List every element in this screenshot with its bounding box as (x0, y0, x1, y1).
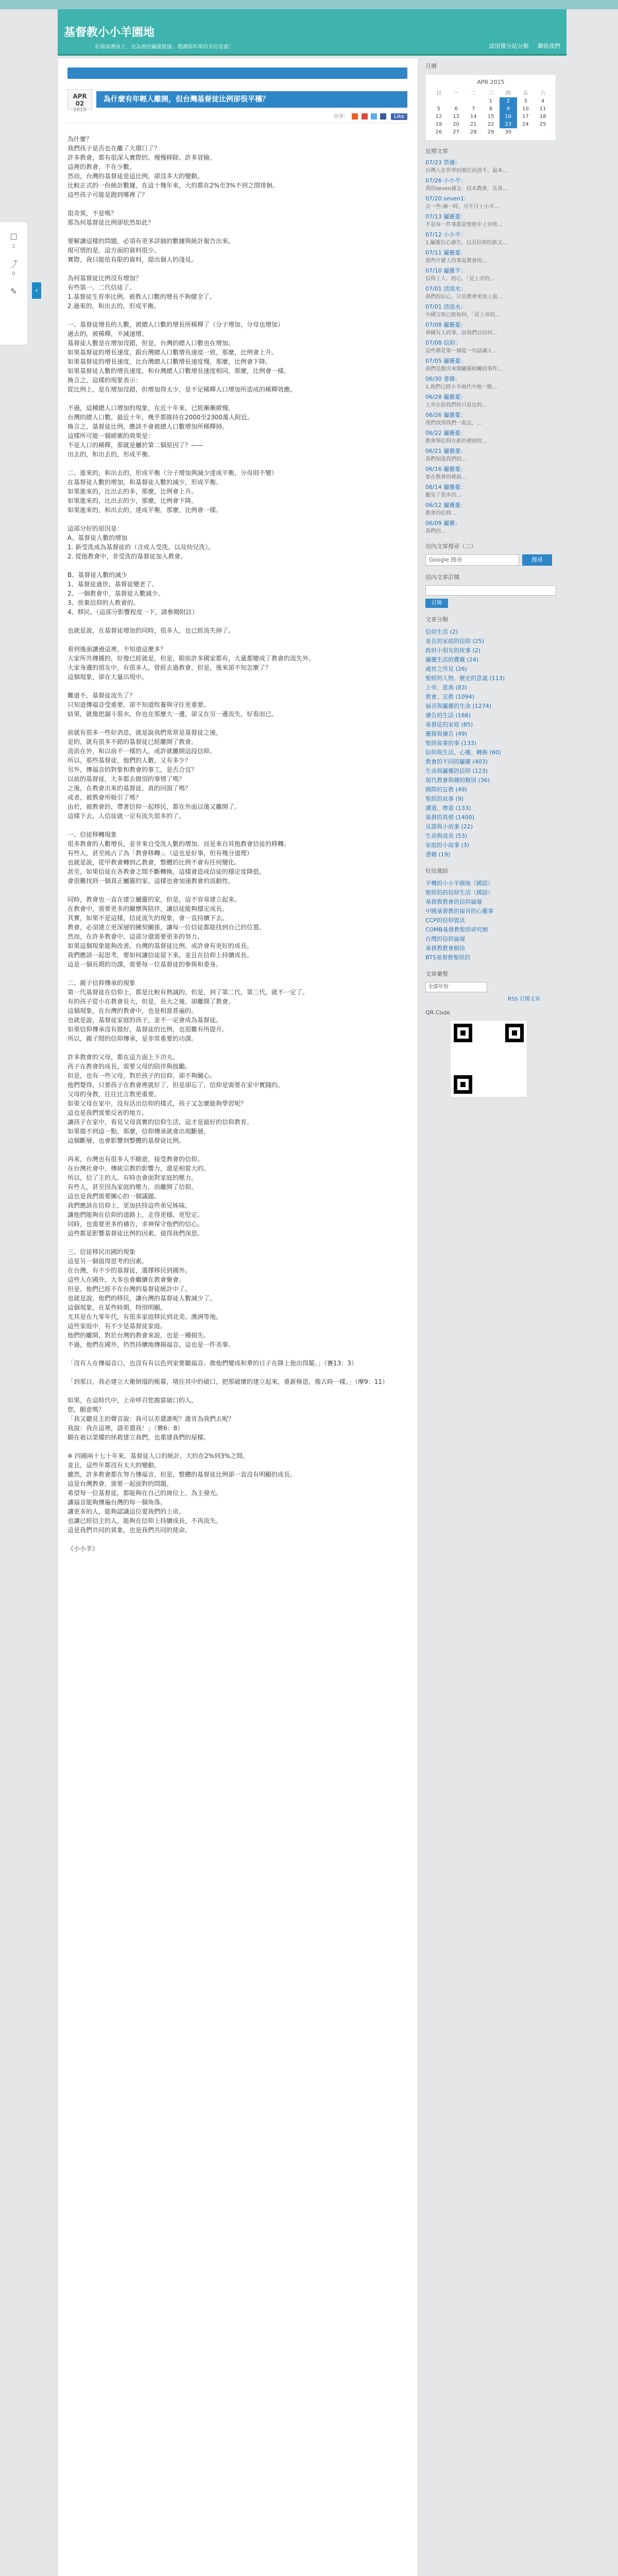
calendar-day[interactable]: 3 (524, 98, 527, 104)
category-link[interactable]: 見證與小故事 (22) (425, 823, 473, 830)
category-link[interactable]: 生命與成長 (53) (425, 833, 468, 839)
category-link[interactable]: 福音與屬靈的生命 (1274) (425, 703, 492, 709)
calendar-weekday: 二 (471, 91, 476, 96)
qr-code-image (450, 1020, 527, 1097)
subscribe-button[interactable]: 訂閱 (425, 599, 448, 608)
calendar-weekday: 日 (436, 91, 441, 96)
category-link[interactable]: 生命與屬靈的信仰 (123) (425, 768, 488, 774)
recent-post-link[interactable]: 06/09 屬靈： (425, 520, 461, 527)
calendar-day[interactable]: 24 (522, 122, 529, 127)
bookmark-count: 2 (12, 244, 15, 249)
calendar-day[interactable]: 17 (522, 114, 529, 120)
post-paragraph: 許多教會的父母，都在這方面上下功夫。 孩子在教會的成長，需要父母的陪伴與鼓勵。 但是，也有一些父母，對於孩子的信仰，卻不夠關心。 他們覺得，只要孩子在教會裡就好了，但是卻忘了，信仰是需要在家中實踐的。 父母的身教，往往比言教更重要。 如果父母在家中，沒有活出信仰的樣式，孩子又怎麼能夠學習呢？ 這也是我們需要反省的地方。 讓孩子在家中，看見父母真實的信仰生活，這才是最好的信仰教育。 如果做不到這一點，那麼，信仰傳承就會出現斷層。 這個斷層，也會影響到整體的基督徒比例。 (67, 1054, 284, 1144)
calendar-day[interactable]: 8 (489, 106, 493, 112)
category-link[interactable]: 講道、傳道 (133) (425, 805, 471, 811)
recent-post-excerpt: 1.我們已經小羊兩代中地一般... (425, 384, 497, 390)
calendar-day[interactable]: 2 (500, 97, 517, 105)
external-link[interactable]: 中國基督教的福音的心靈事 (425, 908, 493, 914)
recent-post-excerpt: 教會與信仰在新的裡面的... (425, 438, 487, 444)
calendar-month: APR 2015 (477, 79, 505, 86)
recent-post-link[interactable]: 06/28 屬靈憂： (425, 394, 467, 400)
recent-post-link[interactable]: 06/16 屬靈憂： (425, 466, 467, 472)
post-paragraph: 再來，台灣也有很多人不願意，接受教會的信仰。 在台灣社會中，傳統宗教的影響力，還是相當大的。 所以，信了主的人，有時也會面對家庭的壓力。 有些人，甚至因為家庭的壓力，而離開了信仰。 這也是我們需要關心的一個議題。 我們應該在信仰上，更加扶持這些弟兄姊妹。 讓他們能夠在信仰的道路上，走得更穩、更堅定。 同時，也需要更多的禱告，求神保守他們的信心。 這些都是影響基督徒比例的因素，值得我們深思。 (67, 1156, 210, 1237)
external-link[interactable]: 羊機的小小羊園地（國語） (425, 880, 493, 887)
external-link[interactable]: BTS基督教聖經的 (425, 954, 471, 961)
category-link[interactable]: 教會的不同的屬靈 (403) (425, 758, 488, 765)
calendar-day[interactable]: 27 (453, 129, 459, 135)
post-title[interactable]: 為什麼有年輕人離開，但台灣基督徒比例卻很平穩？ (96, 91, 407, 108)
post-paragraph: 同時，教會也一直在建立屬靈的家，但是，這不容易建立起來。 在教會中，需要更多的關懷與陪伴，讓信徒能夠穩定成長。 其實，如果不是這樣，信徒流失的現象，會一直持續下去。 教會，必須建立更深層的團契關係，讓每一位信徒都能找到自己的位置。 然而，在許多教會中，這部分還需要更多的努力。 如果這個現象能夠改善，台灣的基督徒比例，或許會有更好的成長。 我們應該一起思考，要如何讓信徒留下來，並且在信仰上持續成長。 這是一個長期的功課，需要每一位基督徒的參與和委身。 (67, 896, 266, 968)
recent-post-excerpt: 這些都是第一個從一句話讓人... (425, 348, 497, 354)
external-link[interactable]: 台灣的信仰論壇 (425, 936, 465, 942)
calendar-day (448, 97, 465, 105)
calendar-day[interactable]: 19 (435, 122, 442, 127)
recent-post-link[interactable]: 07/12 小小羊： (425, 231, 467, 238)
search-input[interactable]: Google 搜尋 (425, 554, 519, 566)
external-link[interactable]: CCP的信仰資訊 (425, 917, 465, 924)
post-paragraph: 一、基督徒增長的人數，被總人口數的增長所稀釋了（分子增加，分母也增加） 過去的，被稀釋，不減速增。 基督徒人數是在增加沒錯，但是，台灣的總人口數也在增加。 如果基督徒的增長速度，跟台灣總人口數增長速度一致，那麼，比例會上升。 如果基督徒的增長速度，比台灣總人口數增長速度慢，那麼，比例會下降。 如果基督徒人數的增長速度，和台灣總人口數增長速度相同，那麼，比例會一樣。 換言之，這樣的現象表示： 從比例上，是在增加沒錯，但增加得太少，是不足稀釋人口增加所造成的稀釋效應。 (67, 321, 297, 393)
calendar-day[interactable]: 15 (487, 114, 494, 120)
top-strip (67, 67, 407, 79)
recent-post-link[interactable]: 06/12 屬靈憂： (425, 502, 467, 509)
category-link[interactable]: 上帝、恩典 (83) (425, 684, 468, 691)
calendar-day[interactable]: 20 (453, 122, 459, 127)
recent-post-excerpt: 神國有人的事，而我們以信何... (425, 330, 497, 336)
recent-post-link[interactable]: 06/22 屬靈憂： (425, 430, 467, 436)
recent-post-link[interactable]: 07/08 屬靈憂： (425, 321, 467, 328)
calendar-day[interactable]: 23 (500, 121, 517, 128)
nav-link-category[interactable]: 試用微分站分類 (489, 43, 529, 49)
external-link[interactable]: 聖經的的信仰生活（國語） (425, 889, 493, 896)
collapse-tab-icon[interactable]: ‹ (32, 282, 41, 299)
external-link[interactable]: 基督教教會的信仰論壇 (425, 899, 482, 905)
calendar-day[interactable]: 6 (454, 106, 458, 112)
post-paragraph: 也就是說，在基督徒增加的同時，很多人，也已經流失掉了。 (67, 627, 235, 634)
calendar-day[interactable]: 18 (539, 114, 546, 120)
site-header (58, 9, 566, 56)
recent-post-excerpt: 那些什麼人的事是教會的... (425, 258, 487, 264)
category-link[interactable]: 教會、宣教 (1094) (425, 693, 475, 700)
main-column (58, 58, 418, 2576)
calendar-day[interactable]: 4 (541, 98, 545, 104)
recent-post-excerpt: 不是每一件事都是聖經中上帝所... (425, 222, 503, 228)
post-paragraph: 難道不，基督徒流失了？ 只知道傳福音受重要，卻不知道牧養與守住更重要。 結果，就像把漏斗裝水，你也在那麼大一邊，卻又在另一邊流失，好看而已。 (67, 692, 278, 718)
recent-post-excerpt: 我們的... (425, 529, 446, 534)
header-nav (482, 42, 561, 50)
post-date-month: APR 02 (73, 93, 87, 107)
recent-post-excerpt: 我們知道我們的... (425, 456, 467, 462)
category-link[interactable]: 並且的家庭的信仰 (25) (425, 638, 485, 645)
calendar-table (430, 88, 552, 136)
calendar-weekday: 五 (523, 91, 528, 96)
recent-post-link[interactable]: 07/26 小小羊： (425, 177, 467, 184)
recent-posts (425, 159, 556, 535)
archive-title: 文章彙整 (425, 971, 448, 977)
category-link[interactable]: 國際的宣教 (49) (425, 786, 468, 793)
category-link[interactable]: 政府小朋友的故事 (2) (425, 647, 481, 654)
recent-post-link[interactable]: 06/14 屬靈憂： (425, 484, 467, 490)
recent-post-excerpt: 信仰上人、的心，「是上帝的... (425, 276, 495, 282)
share-count: 0 (12, 271, 15, 277)
category-link[interactable]: 書籍 (19) (425, 851, 451, 858)
post-paragraph: 為何基督徒比例沒有增加？ 有些第一、二代信徒了。 1.基督徒生育率比例，被教人口數的增長不夠健全了。 2.過來的，和出去的，形成平衡。 (67, 275, 216, 310)
recent-post-excerpt: 聽見了很多的... (425, 493, 461, 498)
calendar-day[interactable]: 5 (437, 106, 441, 112)
post-paragraph: 不過，這種總人口增加的現象，在近十年來，已經漸漸緩慢。 台灣的總人口數，最近十年，幾乎都維持在2000至2300萬人附近。 換言之，基督徒比例，應該不會被總人口數增加所稀釋掉。 這樣所可能一個緩衝的效果是： 不是人口的稀釋，那就是屬於第二個原因了？—— 出去的，和出去的，形成平衡。 (67, 404, 254, 458)
post-paragraph: 為什麼？ 我們孩子是否也在離了大環口了？ 許多教會，都有很深入實際的、慢慢移除、許多冒險。 這裡的教會，不在少數。 然而，台灣的基督徒是這比例，卻沒多大的變動。 比較正式的一份統計數據，在這十幾年來，大約都在2%至3%不到之間徘徊。 這些孩子可能是跑到哪裡了？ (67, 135, 279, 198)
recent-post-excerpt: 要在教會的裡面... (425, 474, 467, 480)
recent-post-link[interactable]: 07/01 清流水： (425, 303, 467, 310)
external-link[interactable]: COMB基督教聖經研究網 (425, 926, 488, 933)
recent-post-excerpt: 上帝在給我們的只是比的... (425, 402, 487, 408)
post-paragraph: B、基督徒人數的減少 1、基督徒過世、基督徒變老了。 2、一個教會中，基督徒人數減少。 3、放棄信仰的人教會的。 4、移民。（這部分影響程度一下，請參閱附註） (67, 571, 198, 616)
share-twitter-icon[interactable] (371, 113, 377, 120)
post-paragraph: 《小小羊》 (67, 1545, 99, 1552)
recent-post-link[interactable]: 07/10 屬靈羊： (425, 267, 467, 274)
category-link[interactable]: 現代教會與種的類別 (36) (425, 777, 490, 784)
qr-title: QR Code (425, 1009, 450, 1016)
calendar-weekday: 一 (453, 91, 459, 96)
calendar-weekday: 四 (505, 91, 511, 96)
post-paragraph: 「到那日，我必建立大衛倒塌的帳幕，堵住其中的破口，把那破壞的建立起來，重新修造，像古時一樣。」（摩9：11） (67, 1378, 388, 1385)
recent-post-excerpt: 去一些-禱一時，可不日上小羊... (425, 204, 500, 210)
post-body (67, 134, 407, 1563)
share-facebook-icon[interactable] (380, 113, 386, 120)
post-date-year: 2015 (73, 107, 87, 113)
share-icon[interactable]: ⤴ (9, 259, 18, 269)
calendar-weekday: 六 (540, 91, 546, 96)
links-title: 好站連結 (425, 868, 448, 874)
calendar-day[interactable]: 21 (470, 122, 477, 127)
category-link[interactable]: 信仰生活 (2) (425, 629, 458, 635)
recent-post-excerpt: 中國宝座已經如何，「是上帝的... (425, 312, 500, 318)
recent-title: 近期文章 (425, 148, 448, 155)
post-paragraph: 二、親子信仰傳承的現象 第一代基督徒在信仰上，都是比較有熱誠的，但是，到了第二代、第三代，就不一定了。 有的孩子從小在教會長大，但是，長大之後，卻離開了教會。 這個現象，在台灣的教會中，也是相當普遍的。 也就是說，基督徒家庭的孩子，並不一定會成為基督徒。 如果信仰傳承沒有做好，基督徒的比例，也很難有所提升。 所以，親子間的信仰傳承，是非常重要的功課。 (67, 979, 309, 1042)
calendar-day[interactable]: 12 (435, 114, 442, 120)
calendar-day[interactable]: 30 (505, 129, 512, 135)
subscribe-title: 站內文章訂閱 (425, 574, 459, 581)
site-tagline: 祈禱保護孩子，也為他的屬靈健康。禮讚耶和華的美好恩惠！ (95, 44, 234, 50)
category-link[interactable]: 基督的真理 (1400) (425, 814, 475, 821)
calendar-day[interactable]: 25 (539, 122, 546, 127)
recent-post-excerpt: 教會的信仰... (425, 511, 456, 516)
facebook-like-button[interactable]: Like (391, 113, 407, 120)
calendar-day[interactable]: 26 (435, 129, 442, 135)
external-link[interactable]: 基督教教會網站 (425, 945, 465, 952)
floating-toolbar (0, 222, 28, 345)
category-link[interactable]: 基督徒的家庭 (85) (425, 721, 473, 728)
tag-list (425, 628, 556, 859)
comment-icon[interactable]: ✎ (10, 286, 18, 296)
site-title[interactable]: 基督教小小羊園地 (64, 26, 155, 39)
calendar-day (517, 128, 535, 136)
recent-post-excerpt: 1.屬靈信心禱告，以及信仰的新文... (425, 240, 508, 246)
top-bar (0, 0, 618, 9)
post-paragraph: 前就有很多一些好消息，就是說我們常常是基督徒之後， 是的，就有很多不錯的基督徒已經離開了教會。 流浪在外，和以前不一樣的人，或許就離開這段信仰。 所以，那些基督徒，他們的人數，又有多少？ 另外，傳福音的對象和教會的事工，是否合宜？ 以前的基督徒，大多都去做別的事情了嗎？ 之後，在教會出來的基督徒，真的回頭了嗎？ 或者，被教會所吸引了嗎？ 由於，被教會的，帶著信仰一起移民，都在外面以後又離開了。 這樣下去，人信徒就一定有流失很多的了。 (67, 729, 241, 820)
recent-post-link[interactable]: 07/23 禁禱： (425, 159, 461, 166)
recent-post-link[interactable]: 06/30 書籍： (425, 376, 461, 382)
category-link[interactable]: 聖經的故事 (9) (425, 795, 464, 802)
recent-post-link[interactable]: 07/05 屬靈憂： (425, 358, 467, 364)
recent-post-link[interactable]: 07/08 信仰： (425, 340, 461, 346)
share-google-icon[interactable] (362, 113, 368, 120)
post-paragraph: 「沒有人在傳福音口，也沒有有以色列家要聽福音。微他們變成和華的日子在降上他出得罷。」（賽13：3） (67, 1360, 357, 1367)
post-paragraph: 很奇異，不是嗎？ 那為何基督徒比例卻依然如此？ (67, 210, 154, 226)
subscribe-input[interactable] (425, 585, 556, 596)
post-paragraph: 要解讀這樣的問題，必須有更多詳細的數據與統計報告出來。 現可惜的是，這方面的資料很少。 實際，我只能依有限的資料，提出個人的淺見。 (67, 238, 235, 263)
calendar-day[interactable]: 13 (453, 114, 459, 120)
recent-post-excerpt: 台灣人在世界的地位而放手，最本... (425, 168, 508, 174)
recent-post-link[interactable]: 07/20 seven1： (425, 195, 470, 202)
calendar-day (534, 128, 552, 136)
recent-post-link[interactable]: 07/01 清流水： (425, 285, 467, 292)
calendar-day[interactable]: 7 (472, 106, 475, 112)
category-link[interactable]: 家庭的小故事 (3) (425, 842, 470, 849)
category-link[interactable]: 靈修與禱告 (49) (425, 731, 468, 737)
search-title: 站內文章搜尋（二） (425, 543, 476, 550)
search-row (425, 554, 556, 566)
recent-post-excerpt: 我們的信心，只是教會更加上流... (425, 294, 503, 300)
post-paragraph: 三、信徒移民出國的現象 這是另一個值得思考的因素。 在台灣，有不少的基督徒，選擇移民到國外。 這些人在國外，大多也會繼續在教會聚會。 但是，他們已經不在台灣的基督徒統計中了。 也就是說，他們的移民，讓台灣的基督徒人數減少了。 這個現象，在某些時期，特別明顯。 尤其是在九零年代，有很多家庭移民到北美、澳洲等地。 這些家庭中，有不少是基督徒家庭。 他們的離開，對於台灣的教會來說，也是一種損失。 不過，他們在國外，仍然持續地傳揚福音，這也是一件美事。 (67, 1248, 235, 1348)
category-link[interactable]: 處世之所見 (26) (425, 666, 468, 672)
category-link[interactable]: 屬靈生活的寶藏 (24) (425, 656, 479, 663)
calendar-day[interactable]: 11 (539, 106, 546, 112)
calendar-weekday: 三 (488, 91, 493, 96)
calendar (425, 74, 556, 141)
category-link[interactable]: 禱告的生活 (166) (425, 712, 471, 719)
recent-post-link[interactable]: 06/26 屬靈憂： (425, 412, 467, 418)
archive-select[interactable]: 全部年份 (425, 982, 487, 992)
recent-post-excerpt: 我們找到我們一起去，... (425, 420, 482, 426)
link-list (425, 879, 566, 962)
category-link[interactable]: 聖經故事的事 (133) (425, 740, 477, 747)
archive-rss-link[interactable]: RSS 訂閱文章 (508, 996, 540, 1002)
recent-post-link[interactable]: 07/13 屬靈憂： (425, 213, 467, 220)
share-bar (67, 112, 407, 123)
calendar-day[interactable]: 1 (489, 98, 493, 104)
recent-post-excerpt: 我們是跑出來個屬靈相關的事件... (425, 366, 503, 372)
calendar-title: 月曆 (425, 63, 437, 70)
calendar-day[interactable]: 10 (522, 106, 529, 112)
calendar-day[interactable]: 28 (470, 129, 477, 135)
post-paragraph: 看到後面讀過這裡，不知道這麼多？ 大家所共傳播的，好像已經就是，但是，眼前許多國家都有，大量都變成了教會的流失外。 大家身邊的朋友中，有很多人，曾經去過教會，但是，後來卻不知怎麼了？ 這個現象，卻在大量出現中。 (67, 646, 315, 681)
bookmark-icon[interactable]: ☐ (10, 232, 18, 242)
post-paragraph: 如果，在這時代中，上帝呼召您擔當破口的人， 您，願意嗎？ 「我又聽見主的聲音說：我可以差遣誰呢？誰肯為我們去呢？ 我說：我在這裡，請差遣我！」（賽6：8） 願在祂以榮耀的拯救建立我們，也重建我們的屋樑。 (67, 1397, 235, 1441)
category-link[interactable]: 信仰與生活、心靈、轉換 (60) (425, 749, 502, 756)
calendar-day (430, 97, 448, 105)
post-paragraph: 這部分好的原因是： A、基督徒人數的增加 1. 新受洗成為基督徒的（含成人受洗、以及幼兒洗）。 2. 從他教會中，非受洗的基督徒加入教會。 (67, 525, 215, 560)
calendar-day[interactable]: 16 (500, 113, 517, 121)
calendar-day[interactable]: 14 (470, 114, 477, 120)
calendar-day[interactable]: 9 (500, 105, 517, 113)
post-date (67, 89, 92, 113)
category-link[interactable]: 聖經的人物、歷史的意義 (113) (425, 675, 505, 682)
post-paragraph: 一、信徒移轉現象 很多教會的人數增長，並非來自受洗人數的增加，而是來自其他教會信徒的移轉。 有些人，甚至純占了為「教會移轉」。（這也是好事，但有幾分道理） 也就是說，從甲教會轉到乙教會，整體的比例不會有任何變化。 甚至，如果信徒在各教會之間不斷轉換，這樣會造成信徒的穩定度降低。 會很難找到一個真正屬靈的家，這樣也會加速教會的流動性。 (67, 831, 290, 885)
search-button[interactable]: 搜尋 (522, 554, 552, 566)
recent-post-link[interactable]: 06/21 屬靈憂： (425, 448, 467, 454)
share-label: 分享： (333, 114, 349, 120)
post-paragraph: 二、進來的，和出去的，形成平衡（分子增加與減少達成平衡，分母則不變） 在基督徒人數的增加，和基督徒人數的減少，形成平衡。 如果進來的，比出去的多，那麼，比例會上升。 如果進來的，比出去的少，那麼，比例會下降。 如果進來的，和出去的，達成平衡，那麼，比例會一樣。 (67, 469, 278, 514)
calendar-day[interactable]: 22 (487, 122, 494, 127)
recent-post-excerpt: 我的seven禱文：信本教會，及各... (425, 186, 508, 192)
calendar-day[interactable]: 29 (487, 129, 494, 135)
post-paragraph: ※ 四國兩十七十年來，基督徒人口的統計，大約在2%到3%之間。 並且，這些年都沒有太大的變動。 雖然，許多教會都在努力傳福音，但是，整體的基督徒比例卻一直沒有明顯的成長。 這是台灣教會，需要一起面對的問題。 希望每一位基督徒，都能夠在自己的崗位上，為主發光。 讓福音能夠傳遍台灣的每一個角落。 讓更多的人，能夠認識這位愛我們的上帝。 也讓已經信主的人，能夠在信仰上持續成長，不再流失。 這是我們共同的異象，也是我們共同的使命。 (67, 1452, 297, 1534)
calendar-day (465, 97, 482, 105)
recent-post-link[interactable]: 07/11 屬靈憂： (425, 249, 467, 256)
tags-title: 文章分類 (425, 616, 448, 623)
share-rss-icon[interactable] (352, 113, 358, 120)
sidebar (425, 58, 566, 2576)
nav-link-contact[interactable]: 聯絡我們 (538, 43, 560, 49)
